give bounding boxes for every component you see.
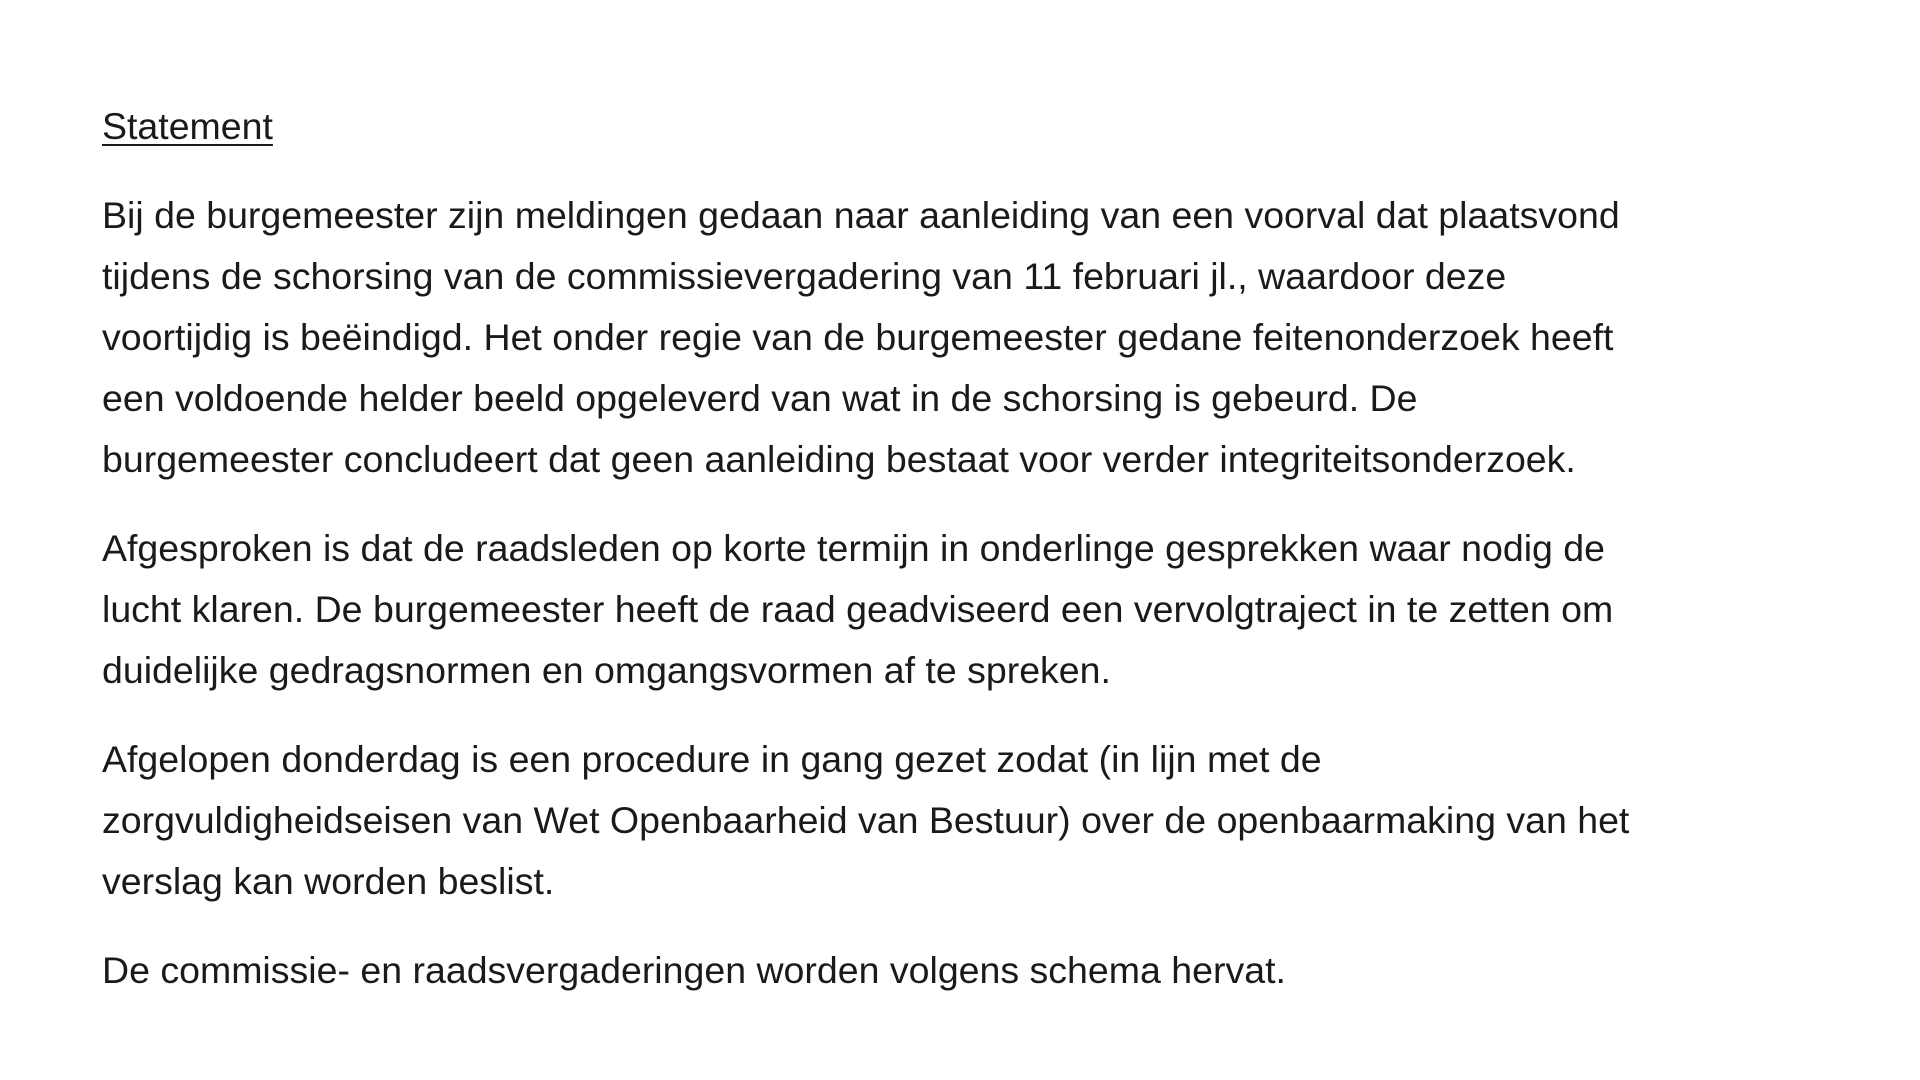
paragraph-2 [102, 518, 1862, 701]
paragraph-line: een voldoende helder beeld opgeleverd van wat in de schorsing is gebeurd. De [102, 377, 1418, 419]
paragraph-1 [102, 185, 1862, 490]
paragraph-line: Afgelopen donderdag is een procedure in gang gezet zodat (in lijn met de [102, 738, 1322, 780]
paragraph-3 [102, 729, 1862, 912]
statement-document [102, 96, 1862, 1029]
paragraph-line: zorgvuldigheidseisen van Wet Openbaarheid van Bestuur) over de openbaarmaking van het [102, 799, 1630, 841]
paragraph-line: duidelijke gedragsnormen en omgangsvormen af te spreken. [102, 649, 1111, 691]
paragraph-4 [102, 940, 1862, 1001]
paragraph-line: voortijdig is beëindigd. Het onder regie van de burgemeester gedane feitenonderzoek heeft [102, 316, 1614, 358]
document-title: Statement [102, 105, 273, 147]
paragraph-line: tijdens de schorsing van de commissievergadering van 11 februari jl., waardoor deze [102, 255, 1507, 297]
paragraph-line: Bij de burgemeester zijn meldingen gedaan naar aanleiding van een voorval dat plaatsvond [102, 194, 1620, 236]
paragraph-line: De commissie- en raadsvergaderingen worden volgens schema hervat. [102, 949, 1286, 991]
paragraph-line: verslag kan worden beslist. [102, 860, 555, 902]
paragraph-line: lucht klaren. De burgemeester heeft de raad geadviseerd een vervolgtraject in te zetten om [102, 588, 1614, 630]
paragraph-line: Afgesproken is dat de raadsleden op korte termijn in onderlinge gesprekken waar nodig de [102, 527, 1606, 569]
paragraph-line: burgemeester concludeert dat geen aanleiding bestaat voor verder integriteitsonderzoek. [102, 438, 1576, 480]
